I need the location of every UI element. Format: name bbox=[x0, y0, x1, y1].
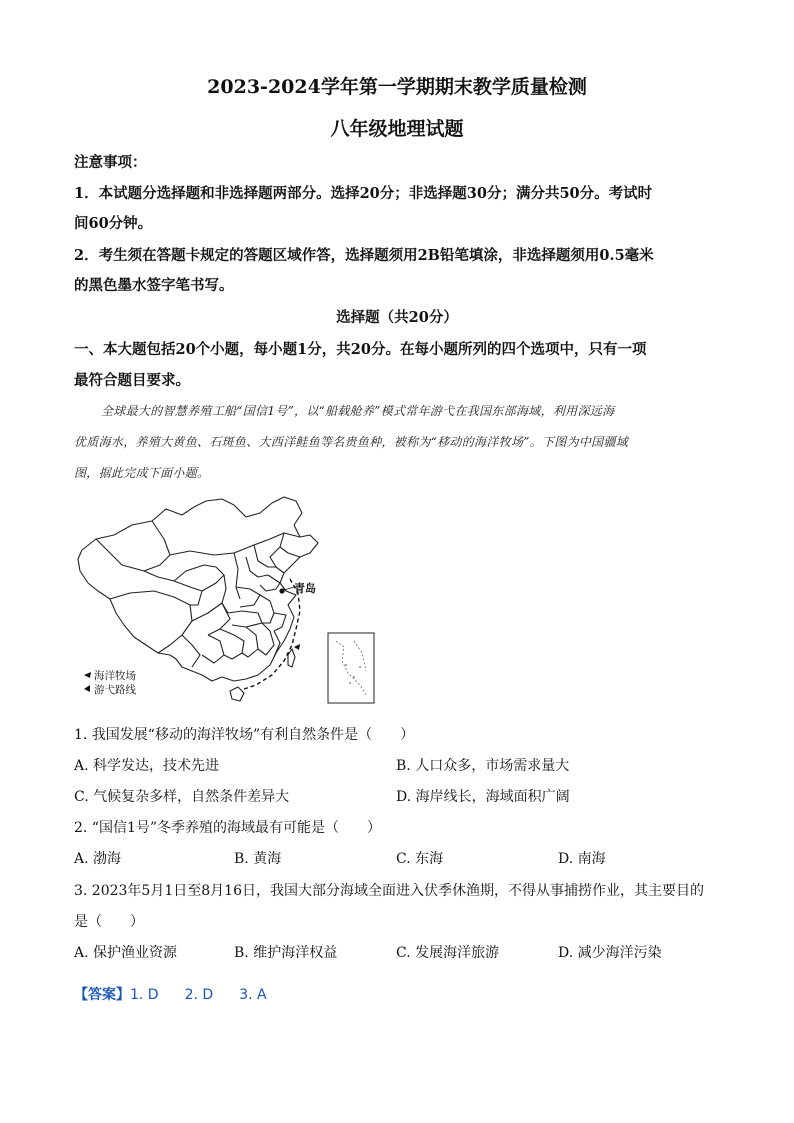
note-2-line-2: 的黑色墨水签字笔书写。 bbox=[74, 277, 234, 294]
section-title: 选择题（共20分） bbox=[336, 309, 458, 326]
china-territory-map bbox=[74, 495, 394, 710]
question-2-option-d: D. 南海 bbox=[558, 851, 606, 867]
qingdao-label: 青岛 bbox=[294, 582, 316, 595]
answer-label: 【答案】 bbox=[74, 987, 130, 1003]
passage-line-1: 全球最大的智慧养殖工船“国信1号”，以“船载舱养”模式常年游弋在我国东部海域，利用深远海 bbox=[101, 404, 615, 418]
note-1-line-2: 间60分钟。 bbox=[74, 215, 153, 232]
answer-2: 2. D bbox=[184, 987, 214, 1003]
legend-item-ocean-ranch: 海洋牧场 bbox=[94, 670, 136, 682]
question-2-option-a: A. 渤海 bbox=[74, 851, 122, 867]
note-1-line-1: 1．本试题分选择题和非选择题两部分。选择20分；非选择题30分；满分共50分。考试时 bbox=[74, 185, 653, 202]
question-1-option-a: A. 科学发达，技术先进 bbox=[74, 758, 220, 774]
legend-item-cruise-route: 游弋路线 bbox=[94, 684, 136, 696]
part-1-instructions-line-2: 最符合题目要求。 bbox=[74, 372, 190, 389]
question-1-option-d: D. 海岸线长，海域面积广阔 bbox=[396, 789, 570, 805]
legend-ship-icon bbox=[84, 672, 91, 678]
notes-heading: 注意事项： bbox=[74, 154, 147, 171]
question-2-stem: 2. “国信1号”冬季养殖的海域最有可能是（ ） bbox=[74, 820, 382, 836]
question-1-option-b: B. 人口众多，市场需求量大 bbox=[396, 758, 570, 774]
passage-line-3: 图，据此完成下面小题。 bbox=[74, 466, 210, 480]
question-3-stem-line-2: 是（ ） bbox=[74, 914, 144, 930]
part-1-instructions-line-1: 一、本大题包括20个小题，每小题1分，共20分。在每小题所列的四个选项中，只有一项 bbox=[74, 341, 647, 358]
hainan-island bbox=[230, 687, 244, 701]
question-2-option-b: B. 黄海 bbox=[234, 851, 282, 867]
question-1-option-c: C. 气候复杂多样，自然条件差异大 bbox=[74, 789, 290, 805]
question-3-option-a: A. 保护渔业资源 bbox=[74, 945, 178, 961]
cruise-route bbox=[244, 579, 300, 689]
question-3-option-c: C. 发展海洋旅游 bbox=[396, 945, 500, 961]
answer-line bbox=[74, 984, 267, 1004]
south-china-sea-inset bbox=[328, 633, 374, 703]
question-2-option-c: C. 东海 bbox=[396, 851, 444, 867]
ocean-ranch-marker bbox=[294, 644, 300, 650]
question-1-stem: 1. 我国发展“移动的海洋牧场”有利自然条件是（ ） bbox=[74, 727, 415, 743]
passage-line-2: 优质海水，养殖大黄鱼、石斑鱼、大西洋鲑鱼等名贵鱼种，被称为“移动的海洋牧场”。下图为中国疆域 bbox=[74, 435, 629, 449]
page-subtitle: 八年级地理试题 bbox=[330, 118, 464, 140]
qingdao-marker bbox=[279, 588, 284, 593]
legend-route-icon bbox=[84, 685, 90, 692]
page-title: 2023-2024学年第一学期期末教学质量检测 bbox=[207, 76, 587, 98]
question-3-option-d: D. 减少海洋污染 bbox=[558, 945, 662, 961]
question-3-stem-line-1: 3. 2023年5月1日至8月16日，我国大部分海域全面进入伏季休渔期，不得从事捕捞作业，其主要目的 bbox=[74, 883, 704, 899]
question-3-option-b: B. 维护海洋权益 bbox=[234, 945, 338, 961]
taiwan-island bbox=[288, 649, 295, 667]
note-2-line-1: 2．考生须在答题卡规定的答题区域作答，选择题须用2B铅笔填涂，非选择题须用0.5毫米 bbox=[74, 247, 654, 264]
answer-1: 1. D bbox=[130, 987, 159, 1003]
answer-3: 3. A bbox=[239, 987, 267, 1003]
